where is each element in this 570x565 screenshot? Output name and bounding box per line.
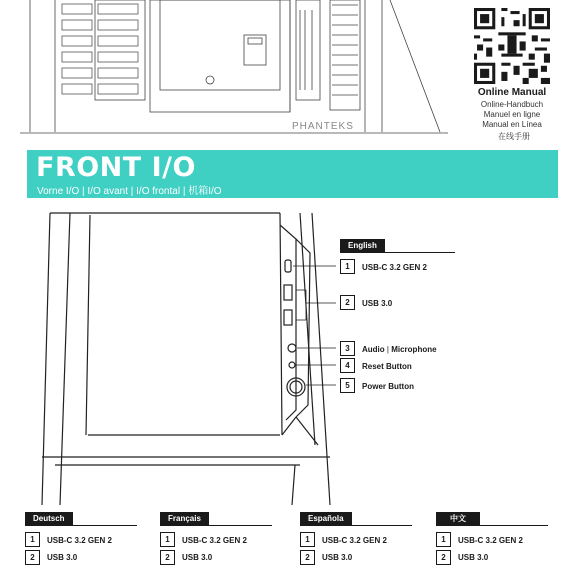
item-4-label: Reset Button xyxy=(362,362,412,371)
item-3-separator: | xyxy=(386,345,389,354)
item-5-number: 5 xyxy=(340,378,355,393)
chinese-item-1-number: 1 xyxy=(436,532,451,547)
manual-line-de: Online-Handbuch xyxy=(480,100,544,109)
manual-line-fr: Manuel en ligne xyxy=(483,110,541,119)
english-lang-tab: English xyxy=(340,239,385,252)
espanola-item-1-number: 1 xyxy=(300,532,315,547)
espanola-lang-tab: Española xyxy=(300,512,352,525)
deutsch-item-1-label: USB-C 3.2 GEN 2 xyxy=(47,536,112,545)
manual-title[interactable]: Online Manual xyxy=(477,87,547,98)
item-4-number: 4 xyxy=(340,358,355,373)
chinese-rule xyxy=(436,525,548,526)
espanola-item-2-number: 2 xyxy=(300,550,315,565)
francais-lang-tab: Français xyxy=(160,512,209,525)
chinese-lang-tab: 中文 xyxy=(436,512,480,525)
chinese-item-1-label: USB-C 3.2 GEN 2 xyxy=(458,536,523,545)
item-3-label-microphone: Microphone xyxy=(391,345,437,354)
case-front-drawing xyxy=(0,205,570,505)
francais-rule xyxy=(160,525,272,526)
section-subtitle: Vorne I/O | I/O avant | I/O frontal | 机箱I/O xyxy=(37,186,222,197)
section-title: FRONT I/O xyxy=(36,152,196,183)
manual-line-es: Manual en Línea xyxy=(482,120,542,129)
deutsch-lang-tab: Deutsch xyxy=(25,512,73,525)
deutsch-item-1-number: 1 xyxy=(25,532,40,547)
francais-item-2-label: USB 3.0 xyxy=(182,553,213,562)
item-2-number: 2 xyxy=(340,295,355,310)
francais-item-2-number: 2 xyxy=(160,550,175,565)
deutsch-item-2-number: 2 xyxy=(25,550,40,565)
item-2-label: USB 3.0 xyxy=(362,299,393,308)
item-3-label-audio: Audio xyxy=(362,345,385,354)
espanola-rule xyxy=(300,525,412,526)
manual-line-zh: 在线手册 xyxy=(495,131,533,142)
deutsch-item-2-label: USB 3.0 xyxy=(47,553,78,562)
brand-logo-text: PHANTEKS xyxy=(292,121,354,132)
chinese-item-2-number: 2 xyxy=(436,550,451,565)
espanola-item-2-label: USB 3.0 xyxy=(322,553,353,562)
item-3-label xyxy=(362,345,437,354)
chinese-item-2-label: USB 3.0 xyxy=(458,553,489,562)
francais-item-1-label: USB-C 3.2 GEN 2 xyxy=(182,536,247,545)
item-3-number: 3 xyxy=(340,341,355,356)
item-1-label: USB-C 3.2 GEN 2 xyxy=(362,263,427,272)
deutsch-rule xyxy=(25,525,137,526)
item-1-number: 1 xyxy=(340,259,355,274)
english-rule xyxy=(340,252,455,253)
espanola-item-1-label: USB-C 3.2 GEN 2 xyxy=(322,536,387,545)
item-5-label: Power Button xyxy=(362,382,414,391)
qr-code-icon[interactable] xyxy=(474,8,550,84)
francais-item-1-number: 1 xyxy=(160,532,175,547)
